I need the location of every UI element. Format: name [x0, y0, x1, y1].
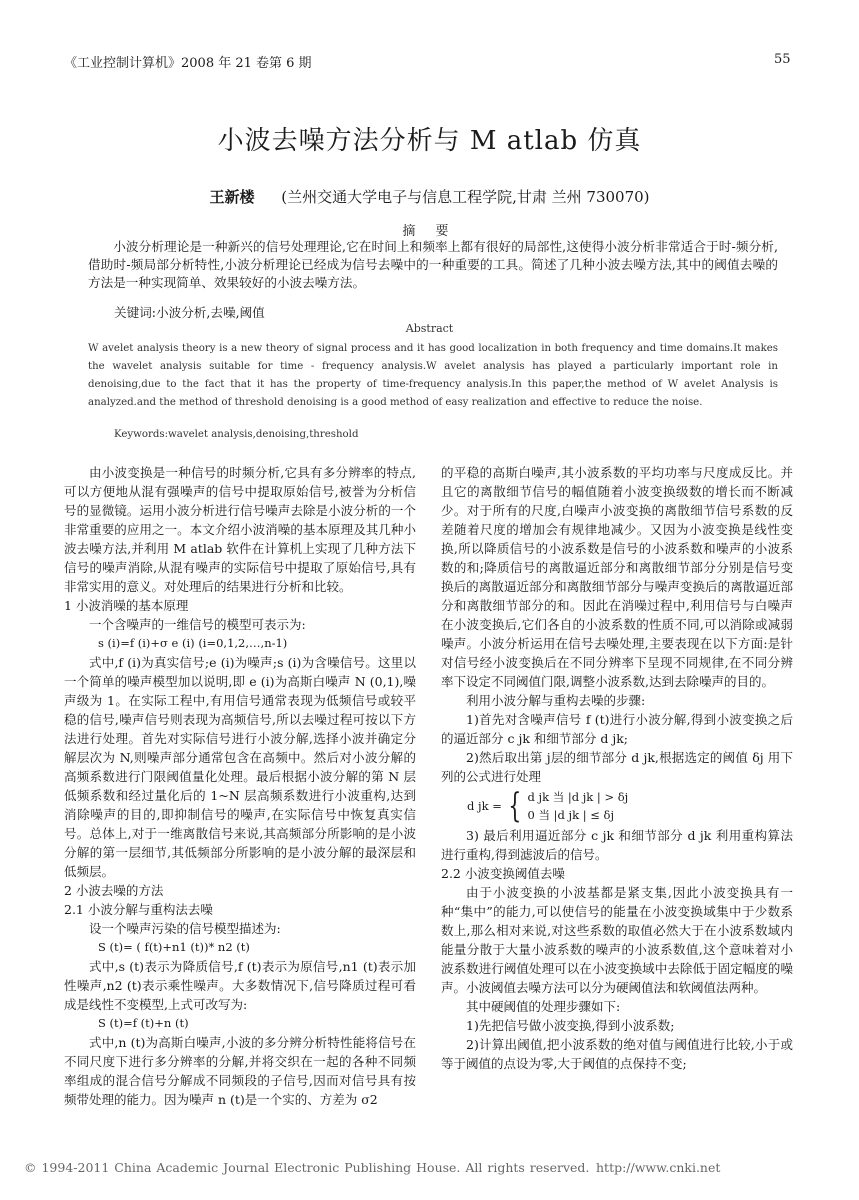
abstract-cn: 小波分析理论是一种新兴的信号处理理论,它在时间上和频率上都有很好的局部性,这使得小波分析非常适合于时-频分析,借助时-频局部分析特性,小波分析理论已经成为信号去噪中的一种重要的工具。简述了几种小波去噪方法,其中的阈值去噪的方法是一种实现简单、效果较好的小波去噪方法。	[88, 239, 778, 290]
author-name: 王新楼	[209, 188, 255, 206]
paragraph: 利用小波分解与重构去噪的步骤:	[466, 693, 646, 708]
equation-case: d jk 当 |d jk | > δj	[527, 790, 629, 804]
section-heading: 1 小波消噪的基本原理	[64, 598, 189, 613]
paragraph: 式中,f (i)为真实信号;e (i)为噪声;s (i)为含噪信号。这里以一个简单的噪声模型加以说明,即 e (i)为高斯白噪声 N (0,1),噪声级为 1。在实际工程中,有用信号通常表现为低频信号或较平稳的信号,噪声信号则表现为高频信号,所以去噪过程可按以下方法进行处理。首先对实际信号进行小波分解,选择小波并确定分解层次为 N,则噪声部分通常包含在高频中。然后对小波分解的高频系数进行门限阈值量化处理。最后根据小波分解的第 N 层低频系数和经过量化后的 1~N 层高频系数进行小波重构,达到消除噪声的目的,即抑制信号的噪声,在实际信号中恢复真实信号。总体上,对于一维离散信号来说,其高频部分所影响的是小波分解的第一层细节,其低频部分所影响的是小波分解的最深层和低频层。	[64, 655, 416, 879]
keywords-en: Keywords:wavelet analysis,denoising,threshold	[114, 429, 359, 440]
paragraph: 其中硬阈值的处理步骤如下:	[466, 999, 621, 1014]
paragraph: 式中,n (t)为高斯白噪声,小波的多分辨分析特性能将信号在不同尺度下进行多分辨率的分解,并将交织在一起的各种不同频率组成的混合信号分解成不同频段的子信号,因而对信号具有按频带处理的能力。因为噪声 n (t)是一个实的、方差为 σ2	[64, 1035, 416, 1107]
paragraph: 式中,s (t)表示为降质信号,f (t)表示为原信号,n1 (t)表示加性噪声,n2 (t)表示乘性噪声。大多数情况下,信号降质过程可看成是线性不变模型,上式可改写为:	[64, 959, 416, 1012]
journal-header: 《工业控制计算机》2008 年 21 卷第 6 期	[64, 56, 312, 71]
subsection-heading: 2.1 小波分解与重构法去噪	[64, 902, 213, 917]
keywords-cn: 关键词:小波分析,去噪,阈值	[114, 305, 265, 320]
paragraph: 1)首先对含噪声信号 f (t)进行小波分解,得到小波变换之后的逼近部分 c jk 和细节部分 d jk;	[441, 712, 793, 746]
abstract-heading: 摘 要	[402, 224, 457, 239]
paragraph: 一个含噪声的一维信号的模型可表示为:	[89, 617, 306, 632]
paragraph: 2)计算出阈值,把小波系数的绝对值与阈值进行比较,小于或等于阈值的点设为零,大于阈值的点保持不变;	[441, 1037, 793, 1071]
copyright-footer: © 1994-2011 China Academic Journal Electronic Publishing House. All rights reserved.	[24, 1160, 590, 1175]
section-heading: 2 小波去噪的方法	[64, 883, 164, 898]
equation: S (t)=f (t)+n (t)	[98, 1016, 189, 1030]
abstract-en-heading: Abstract	[405, 322, 454, 335]
paragraph: 由于小波变换的小波基都是紧支集,因此小波变换具有一种“集中”的能力,可以使信号的能量在小波变换域集中于少数系数上,那么相对来说,对这些系数的取值必然大于在小波系数域内能量分散于大量小波系数的噪声的小波系数值,这个意味着对小波系数进行阈值处理可以在小波变换域中去除低于固定幅度的噪声。小波阈值去噪方法可以分为硬阈值法和软阈值法两种。	[441, 885, 793, 995]
equation: s (i)=f (i)+σ e (i) (i=0,1,2,…,n-1)	[98, 636, 288, 650]
abstract-en: W avelet analysis theory is a new theory of signal process and it has good localization in both frequency and time domains.It makes the wavelet analysis suitable for time - frequency analysis.W avelet analysis has played a particularly important role in denoising,due to the fact that it has the property of time-frequency analysis.In this paper,the method of W avelet Analysis is analyzed.and the method of threshold denoising is a good method of easy realization and effective to reduce the noise.	[88, 343, 778, 408]
paragraph: 由小波变换是一种信号的时频分析,它具有多分辨率的特点,可以方便地从混有强噪声的信号中提取原始信号,被誉为分析信号的显微镜。运用小波分析进行信号噪声去除是小波分析的一个非常重要的应用之一。本文介绍小波消噪的基本原理及其几种小波去噪方法,并利用 M atlab 软件在计算机上实现了几种方法下信号的噪声消除,从混有噪声的实际信号中提取了原始信号,具有非常实用的意义。对处理后的结果进行分析和比较。	[64, 465, 416, 594]
subsection-heading: 2.2 小波变换阈值去噪	[441, 866, 565, 881]
page-number: 55	[774, 52, 791, 67]
author-line	[0, 186, 859, 207]
paragraph: 2)然后取出第 j层的细节部分 d jk,根据选定的阈值 δj 用下列的公式进行处理	[441, 750, 793, 784]
paper-title: 小波去噪方法分析与 M atlab 仿真	[217, 126, 642, 156]
brace-symbol: {	[508, 786, 522, 826]
footer-link[interactable]: http://www.cnki.net	[596, 1160, 721, 1175]
paragraph: 3) 最后利用逼近部分 c jk 和细节部分 d jk 利用重构算法进行重构,得到滤波后的信号。	[441, 828, 793, 862]
affiliation: (兰州交通大学电子与信息工程学院,甘肃 兰州 730070)	[281, 188, 650, 206]
paragraph: 1)先把信号做小波变换,得到小波系数;	[466, 1018, 675, 1033]
equation: S (t)= ( f(t)+n1 (t))* n2 (t)	[98, 940, 250, 954]
paragraph: 的平稳的高斯白噪声,其小波系数的平均功率与尺度成反比。并且它的离散细节信号的幅值随着小波变换级数的增长而不断减少。对于所有的尺度,白噪声小波变换的离散细节信号系数的反差随着尺度的增加会有规律地减少。又因为小波变换是线性变换,所以降质信号的小波系数是信号的小波系数和噪声的小波系数的和;降质信号的离散逼近部分和离散细节部分分别是信号变换后的离散逼近部分和离散细节部分与噪声变换后的离散逼近部分和离散细节部分的和。因此在消噪过程中,利用信号与白噪声在小波变换后,它们各自的小波系数的性质不同,可以消除或减弱噪声。小波分析运用在信号去噪处理,主要表现在以下方面:是针对信号经小波变换后在不同分辨率下呈现不同规律,在不同分辨率下设定不同阈值门限,调整小波系数,达到去除噪声的目的。	[441, 465, 793, 689]
equation-case: 0 当 |d jk | ≤ δj	[527, 808, 615, 822]
right-column	[441, 463, 793, 1073]
left-column	[64, 463, 416, 1109]
paragraph: 设一个噪声污染的信号模型描述为:	[89, 921, 281, 936]
threshold-equation	[441, 786, 793, 826]
equation-lhs: d jk =	[467, 798, 502, 813]
equation-cases	[527, 788, 628, 824]
